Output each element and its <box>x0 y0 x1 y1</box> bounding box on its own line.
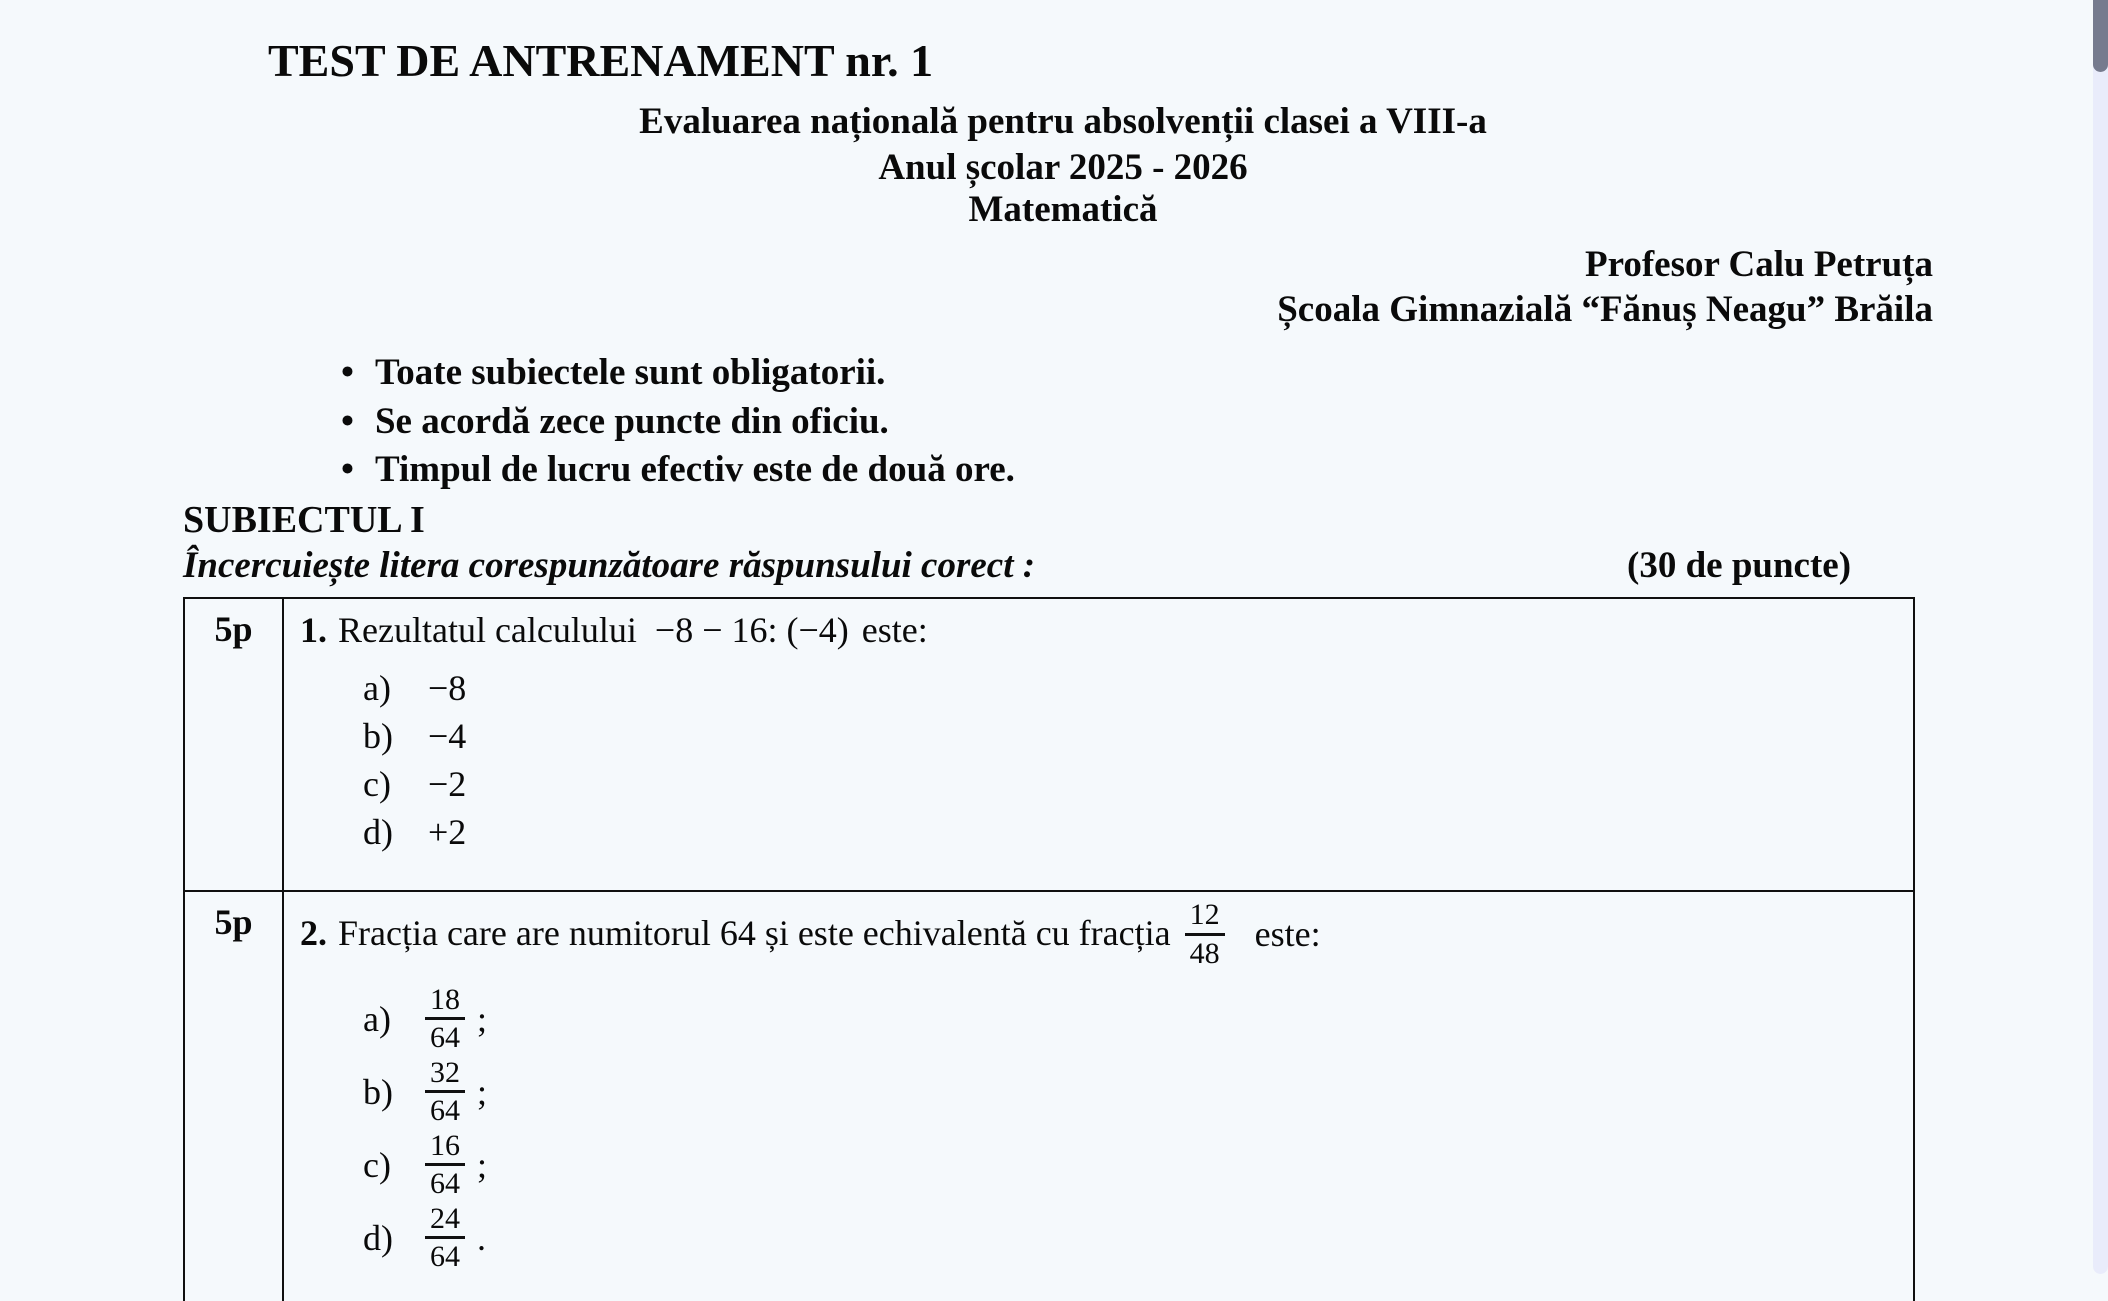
bullet-icon: • <box>341 352 354 393</box>
fraction <box>425 1202 465 1274</box>
bullet-item <box>341 351 885 394</box>
fraction-bar <box>425 1090 465 1093</box>
fraction-numerator: 18 <box>430 982 460 1016</box>
option-separator: . <box>477 1217 486 1258</box>
option-label: a) <box>363 668 391 708</box>
option-label: b) <box>363 716 393 756</box>
fraction-bar <box>425 1163 465 1166</box>
fraction-numerator: 16 <box>430 1128 460 1162</box>
fraction-denominator: 64 <box>430 1094 460 1128</box>
bullet-text: Timpul de lucru efectiv este de două ore. <box>374 449 1015 490</box>
option-row <box>363 664 1913 712</box>
question-suffix: este: <box>1254 914 1321 955</box>
option-separator: ; <box>477 998 488 1039</box>
fraction-bar <box>425 1236 465 1239</box>
option-separator: ; <box>477 1071 488 1112</box>
math-expression: −8 − 16: (−4) <box>654 610 849 650</box>
fraction <box>425 1056 465 1128</box>
option-label: d) <box>363 812 393 852</box>
fraction-denominator: 64 <box>430 1240 460 1274</box>
bullet-text: Toate subiectele sunt obligatorii. <box>374 352 886 393</box>
section-points-label: (30 de puncte) <box>1627 545 1852 586</box>
option-label: c) <box>363 1144 391 1185</box>
question-cell <box>284 892 1913 1301</box>
document-title: TEST DE ANTRENAMENT nr. 1 <box>268 35 934 86</box>
option-value: −4 <box>428 716 467 756</box>
option-value: −8 <box>428 668 467 708</box>
subtitle-exam: Evaluarea națională pentru absolvenții clasei a VIII-a <box>639 101 1487 142</box>
question-text: Rezultatul calculului <box>338 610 637 650</box>
question-number: 2. <box>300 913 327 953</box>
fraction-bar <box>1185 933 1225 936</box>
bullet-item <box>341 448 1015 491</box>
question-1-options <box>363 664 1913 856</box>
fraction-denominator: 64 <box>430 1021 460 1055</box>
subtitle-subject: Matematică <box>968 189 1158 230</box>
option-label: a) <box>363 998 391 1039</box>
question-suffix: este: <box>861 610 928 650</box>
fraction-numerator: 32 <box>430 1055 460 1089</box>
fraction-bar <box>425 1017 465 1020</box>
option-separator: ; <box>477 1144 488 1185</box>
author-professor: Profesor Calu Petruța <box>1585 244 1933 285</box>
section-title: SUBIECTUL I <box>183 499 425 541</box>
subtitle-school-year: Anul școlar 2025 - 2026 <box>878 147 1248 188</box>
option-row <box>363 1055 1913 1128</box>
fraction-numerator: 24 <box>430 1201 460 1235</box>
scrollbar-track[interactable] <box>2093 0 2108 1274</box>
option-row <box>363 760 1913 808</box>
question-1-statement <box>300 609 1913 651</box>
bullet-icon: • <box>341 449 354 490</box>
fraction <box>425 983 465 1055</box>
scrollbar-thumb[interactable] <box>2093 0 2108 72</box>
option-row <box>363 712 1913 760</box>
author-school: Școala Gimnazială “Fănuș Neagu” Brăila <box>1277 289 1933 330</box>
question-table <box>183 597 1915 1301</box>
option-row <box>363 982 1913 1055</box>
option-label: c) <box>363 764 391 804</box>
bullet-item <box>341 400 889 443</box>
question-number: 1. <box>300 610 327 650</box>
points-cell: 5p <box>185 599 284 890</box>
fraction-denominator: 64 <box>430 1167 460 1201</box>
fraction <box>425 1129 465 1201</box>
question-text: Fracția care are numitorul 64 și este echivalentă cu fracția <box>338 913 1171 953</box>
question-2-statement <box>300 898 1913 970</box>
option-row <box>363 1201 1913 1274</box>
question-cell <box>284 599 1913 890</box>
question-2-options <box>363 982 1913 1274</box>
bullet-text: Se acordă zece puncte din oficiu. <box>374 401 889 442</box>
instruction-text: Încercuiește litera corespunzătoare răspunsului corect : <box>183 545 1036 586</box>
fraction-numerator: 12 <box>1189 898 1220 931</box>
table-row-question-1 <box>185 599 1913 892</box>
option-label: d) <box>363 1217 393 1258</box>
fraction-denominator: 48 <box>1189 936 1220 970</box>
option-row <box>363 1128 1913 1201</box>
option-value: +2 <box>428 812 467 852</box>
option-value: −2 <box>428 764 467 804</box>
bullet-icon: • <box>341 401 354 442</box>
fraction <box>1185 898 1225 970</box>
option-label: b) <box>363 1071 393 1112</box>
table-row-question-2 <box>185 892 1913 1301</box>
points-cell: 5p <box>185 892 284 1301</box>
option-row <box>363 808 1913 856</box>
